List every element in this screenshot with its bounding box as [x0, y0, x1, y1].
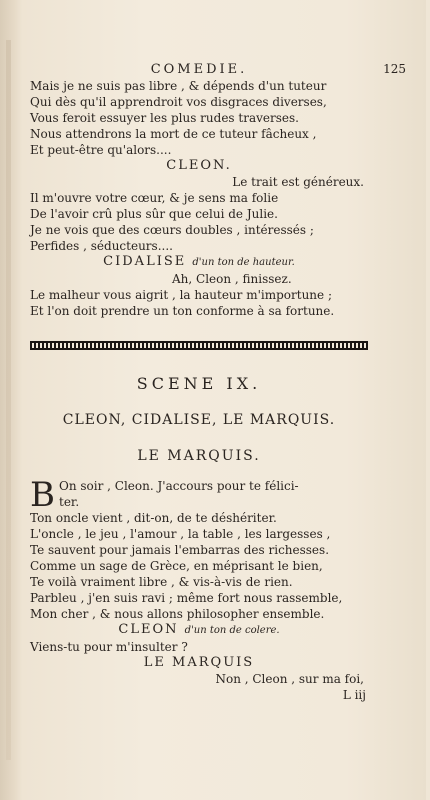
verse-line: L'oncle , le jeu , l'amour , la table , les largesses , — [30, 527, 331, 541]
speaker-name: LE MARQUIS — [143, 655, 255, 670]
verse-line: Perfides , séducteurs.... — [30, 239, 173, 253]
verse-line: Mon cher , & nous allons philosopher ensemble. — [30, 607, 325, 621]
verse-line: Te voilà vraiment libre , & vis-à-vis de rien. — [30, 575, 293, 589]
ornamental-rule — [30, 341, 368, 350]
verse-line: Comme un sage de Grèce, en méprisant le bien, — [30, 559, 323, 573]
page-number: 125 — [383, 62, 406, 76]
verse-line: Ton oncle vient , dit-on, de te déshériter. — [30, 511, 277, 525]
speaker-name: CLEON — [118, 622, 179, 637]
running-head — [30, 62, 406, 78]
running-title: COMEDIE. — [150, 62, 248, 77]
speaker-heading — [30, 254, 368, 271]
stage-direction: d'un ton de hauteur. — [192, 257, 295, 268]
verse-line: Ah, Cleon , finissez. — [172, 272, 292, 286]
verse-line: Vous feroit essuyer les plus rudes traverses. — [30, 111, 299, 125]
drop-cap: B — [30, 475, 55, 515]
verse-line: Et l'on doit prendre un ton conforme à sa fortune. — [30, 304, 335, 318]
facing-page-edge — [6, 40, 11, 760]
verse-line: Mais je ne suis pas libre , & dépends d'un tuteur — [30, 79, 327, 93]
marquis-reply — [30, 655, 368, 687]
verse-line: Et peut-être qu'alors.... — [30, 143, 172, 157]
signature-mark: L iij — [342, 688, 366, 702]
cleon-reply — [30, 622, 368, 655]
cidalise-speech — [30, 254, 368, 319]
speaker-heading — [30, 622, 368, 639]
binding-gutter — [0, 0, 24, 800]
verse-line: Viens-tu pour m'insulter ? — [30, 640, 188, 654]
verse-line: De l'avoir crû plus sûr que celui de Julie. — [30, 207, 278, 221]
verse-line: ter. — [59, 495, 80, 509]
verse-line: On soir , Cleon. J'accours pour te félici- — [59, 479, 299, 493]
verse-line: Le trait est généreux. — [232, 175, 364, 189]
scene-title: SCENE IX. — [136, 374, 262, 393]
verse-line: Je ne vois que des cœurs doubles , intéressés ; — [30, 223, 314, 237]
cleon-speech — [30, 158, 368, 254]
upper-speech — [30, 78, 368, 158]
speaker-name: CLEON. — [166, 158, 232, 173]
verse-line: Nous attendrons la mort de ce tuteur fâcheux , — [30, 127, 317, 141]
verse-line: Il m'ouvre votre cœur, & je sens ma folie — [30, 191, 279, 205]
verse-line: Parbleu , j'en suis ravi ; même fort nous rassemble, — [30, 591, 343, 605]
scene-characters: CLEON, CIDALISE, LE MARQUIS. — [62, 412, 336, 428]
marquis-speech — [30, 475, 368, 622]
verse-line: Non , Cleon , sur ma foi, — [215, 672, 364, 686]
verse-line: Te sauvent pour jamais l'embarras des richesses. — [30, 543, 330, 557]
speaker-name: CIDALISE — [103, 254, 187, 269]
book-page — [22, 0, 426, 800]
stage-direction: d'un ton de colere. — [184, 625, 280, 636]
verse-line: Le malheur vous aigrit , la hauteur m'importune ; — [30, 288, 332, 302]
speaker-name: LE MARQUIS. — [137, 448, 261, 464]
page-text-block — [30, 62, 406, 703]
verse-line: Qui dès qu'il apprendroit vos disgraces diverses, — [30, 95, 327, 109]
